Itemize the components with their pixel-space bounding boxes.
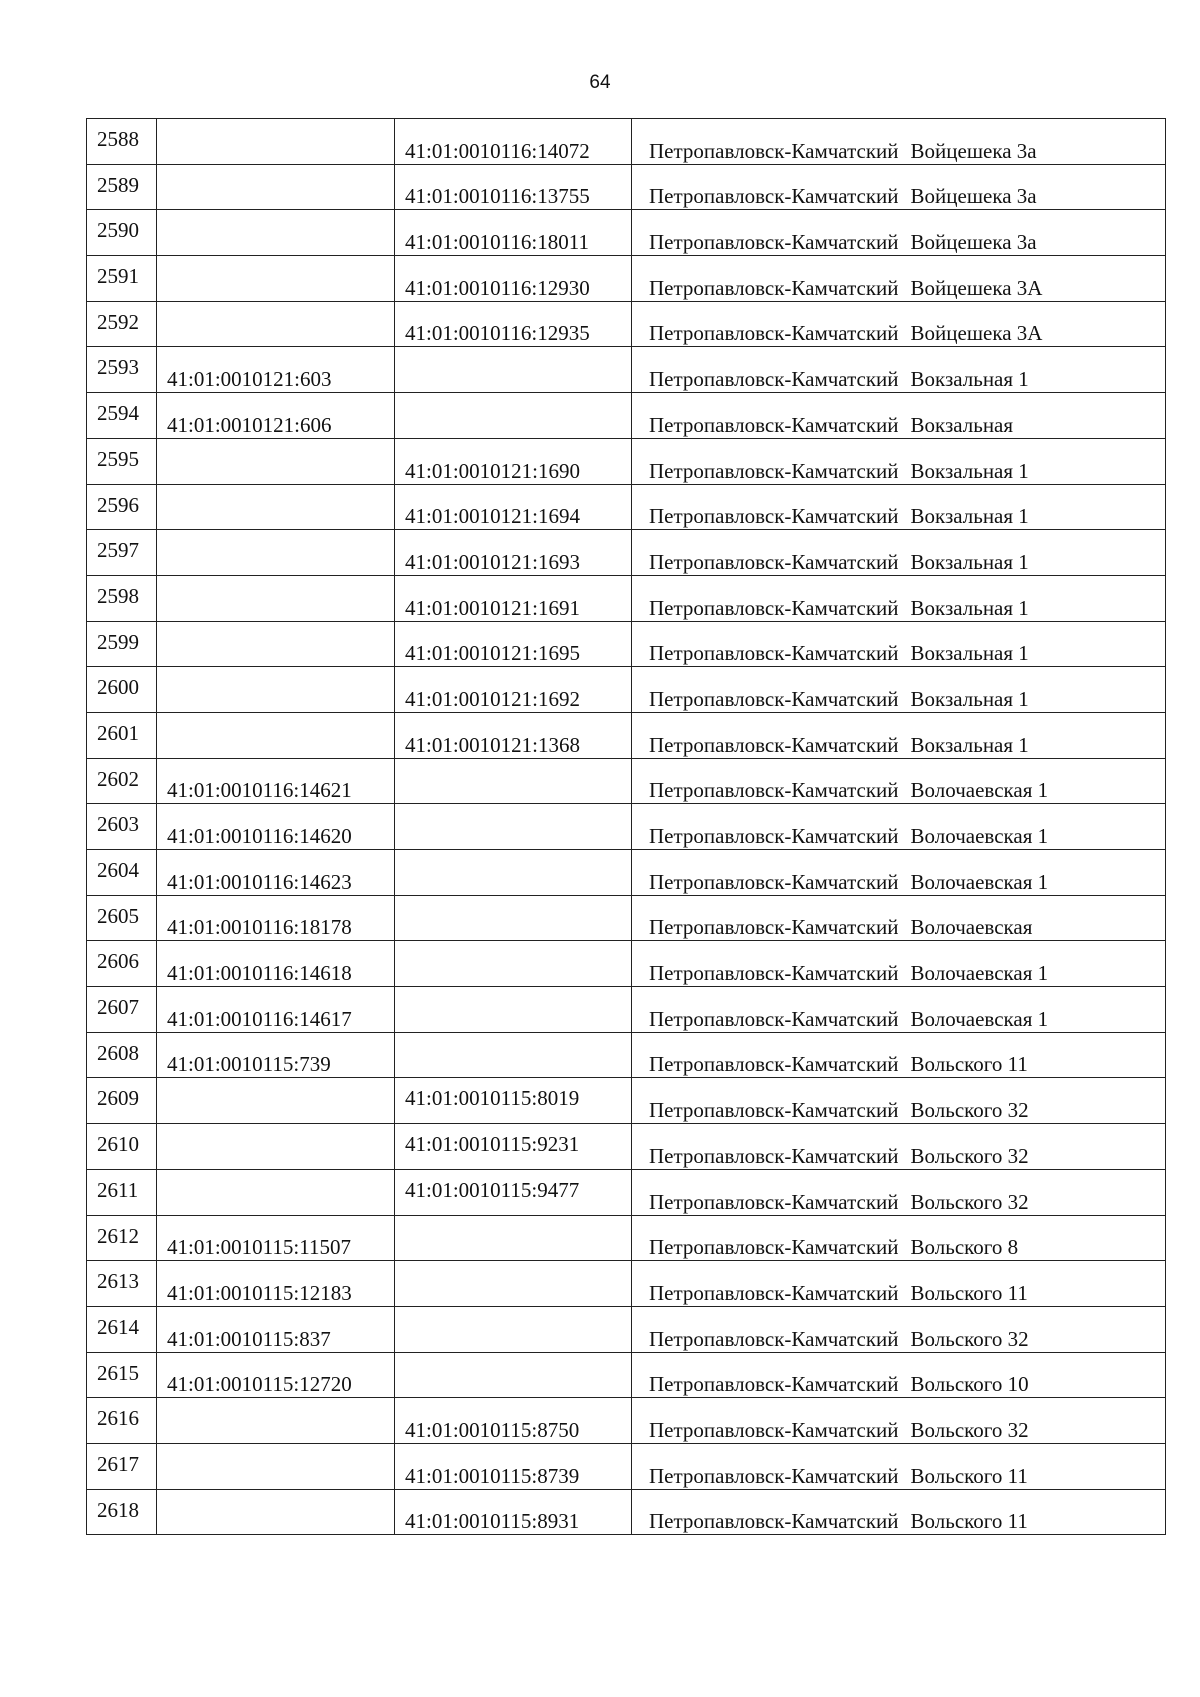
land-cadastral-number xyxy=(157,301,395,347)
address-street: Вольского 8 xyxy=(910,1235,1019,1260)
table-row xyxy=(87,667,1166,713)
address-city: Петропавловск-Камчатский xyxy=(649,778,899,803)
address-street: Волочаевская 1 xyxy=(910,961,1049,986)
address-city: Петропавловск-Камчатский xyxy=(649,458,899,483)
land-cadastral-number xyxy=(157,530,395,576)
land-cadastral-number: 41:01:0010115:739 xyxy=(157,1032,395,1078)
row-number: 2613 xyxy=(87,1261,157,1307)
address-street: Вокзальная 1 xyxy=(910,595,1029,620)
land-cadastral-number xyxy=(157,575,395,621)
land-cadastral-number: 41:01:0010115:12720 xyxy=(157,1352,395,1398)
address-street: Войцешека 3А xyxy=(910,275,1043,300)
table-row xyxy=(87,758,1166,804)
building-cadastral-number xyxy=(395,987,632,1033)
address-city: Петропавловск-Камчатский xyxy=(649,367,899,392)
row-number: 2594 xyxy=(87,393,157,439)
table-row xyxy=(87,164,1166,210)
row-number: 2602 xyxy=(87,758,157,804)
address-city: Петропавловск-Камчатский xyxy=(649,549,899,574)
building-cadastral-number: 41:01:0010115:8750 xyxy=(395,1398,632,1444)
row-number: 2598 xyxy=(87,575,157,621)
building-cadastral-number: 41:01:0010121:1368 xyxy=(395,712,632,758)
address-street: Вольского 11 xyxy=(910,1463,1028,1488)
building-cadastral-number xyxy=(395,1306,632,1352)
building-cadastral-number xyxy=(395,804,632,850)
land-cadastral-number xyxy=(157,256,395,302)
building-cadastral-number: 41:01:0010116:18011 xyxy=(395,210,632,256)
address xyxy=(632,1215,1166,1261)
table-row xyxy=(87,530,1166,576)
land-cadastral-number xyxy=(157,210,395,256)
address-city: Петропавловск-Камчатский xyxy=(649,230,899,255)
address xyxy=(632,987,1166,1033)
table-row xyxy=(87,393,1166,439)
address-street: Вокзальная 1 xyxy=(910,641,1029,666)
address-street: Волочаевская 1 xyxy=(910,869,1049,894)
building-cadastral-number xyxy=(395,850,632,896)
address xyxy=(632,621,1166,667)
address-street: Волочаевская 1 xyxy=(910,778,1049,803)
address-street: Вокзальная 1 xyxy=(910,504,1029,529)
address-city: Петропавловск-Камчатский xyxy=(649,686,899,711)
land-cadastral-number xyxy=(157,1398,395,1444)
table-row xyxy=(87,987,1166,1033)
building-cadastral-number: 41:01:0010115:8019 xyxy=(395,1078,632,1124)
address-street: Вокзальная xyxy=(910,412,1014,437)
address-city: Петропавловск-Камчатский xyxy=(649,275,899,300)
row-number: 2596 xyxy=(87,484,157,530)
table-row xyxy=(87,1443,1166,1489)
table-row xyxy=(87,804,1166,850)
table-row xyxy=(87,712,1166,758)
address-street: Вольского 11 xyxy=(910,1280,1028,1305)
building-cadastral-number: 41:01:0010121:1693 xyxy=(395,530,632,576)
address-street: Вокзальная 1 xyxy=(910,732,1029,757)
address-street: Волочаевская xyxy=(910,915,1033,940)
building-cadastral-number: 41:01:0010115:9231 xyxy=(395,1124,632,1170)
building-cadastral-number xyxy=(395,941,632,987)
building-cadastral-number: 41:01:0010116:14072 xyxy=(395,119,632,165)
building-cadastral-number: 41:01:0010121:1690 xyxy=(395,438,632,484)
address-city: Петропавловск-Камчатский xyxy=(649,1326,899,1351)
table-row xyxy=(87,621,1166,667)
address-city: Петропавловск-Камчатский xyxy=(649,1052,899,1077)
row-number: 2615 xyxy=(87,1352,157,1398)
address xyxy=(632,301,1166,347)
table-row xyxy=(87,301,1166,347)
land-cadastral-number: 41:01:0010121:606 xyxy=(157,393,395,439)
address-city: Петропавловск-Камчатский xyxy=(649,1235,899,1260)
row-number: 2603 xyxy=(87,804,157,850)
address-city: Петропавловск-Камчатский xyxy=(649,184,899,209)
address-city: Петропавловск-Камчатский xyxy=(649,321,899,346)
address-city: Петропавловск-Камчатский xyxy=(649,1280,899,1305)
address-street: Вольского 32 xyxy=(910,1143,1029,1168)
row-number: 2617 xyxy=(87,1443,157,1489)
address xyxy=(632,484,1166,530)
table-row xyxy=(87,1398,1166,1444)
building-cadastral-number xyxy=(395,758,632,804)
row-number: 2608 xyxy=(87,1032,157,1078)
table-row xyxy=(87,347,1166,393)
table-row xyxy=(87,1261,1166,1307)
address xyxy=(632,941,1166,987)
land-cadastral-number xyxy=(157,484,395,530)
address-city: Петропавловск-Камчатский xyxy=(649,1372,899,1397)
table-row xyxy=(87,1352,1166,1398)
address-street: Вольского 32 xyxy=(910,1326,1029,1351)
address xyxy=(632,1398,1166,1444)
building-cadastral-number xyxy=(395,1261,632,1307)
land-cadastral-number: 41:01:0010116:14621 xyxy=(157,758,395,804)
address xyxy=(632,1032,1166,1078)
row-number: 2604 xyxy=(87,850,157,896)
table-row xyxy=(87,484,1166,530)
table-row xyxy=(87,438,1166,484)
address xyxy=(632,1306,1166,1352)
land-cadastral-number xyxy=(157,1124,395,1170)
row-number: 2618 xyxy=(87,1489,157,1535)
table-row xyxy=(87,1169,1166,1215)
address-street: Вольского 32 xyxy=(910,1417,1029,1442)
row-number: 2588 xyxy=(87,119,157,165)
address-city: Петропавловск-Камчатский xyxy=(649,504,899,529)
address xyxy=(632,850,1166,896)
land-cadastral-number xyxy=(157,1443,395,1489)
address-city: Петропавловск-Камчатский xyxy=(649,1189,899,1214)
address xyxy=(632,164,1166,210)
address xyxy=(632,1169,1166,1215)
row-number: 2601 xyxy=(87,712,157,758)
row-number: 2595 xyxy=(87,438,157,484)
building-cadastral-number: 41:01:0010116:12930 xyxy=(395,256,632,302)
building-cadastral-number: 41:01:0010116:12935 xyxy=(395,301,632,347)
address-street: Вокзальная 1 xyxy=(910,549,1029,574)
address-city: Петропавловск-Камчатский xyxy=(649,1098,899,1123)
address-street: Волочаевская 1 xyxy=(910,1006,1049,1031)
address xyxy=(632,256,1166,302)
address xyxy=(632,895,1166,941)
address-street: Войцешека 3а xyxy=(910,138,1037,163)
address-street: Вольского 32 xyxy=(910,1189,1029,1214)
address xyxy=(632,438,1166,484)
row-number: 2610 xyxy=(87,1124,157,1170)
address-street: Войцешека 3а xyxy=(910,230,1037,255)
address xyxy=(632,1489,1166,1535)
row-number: 2609 xyxy=(87,1078,157,1124)
row-number: 2589 xyxy=(87,164,157,210)
table-row xyxy=(87,1215,1166,1261)
land-cadastral-number xyxy=(157,667,395,713)
page-number: 64 xyxy=(589,72,611,93)
address xyxy=(632,575,1166,621)
land-cadastral-number: 41:01:0010115:12183 xyxy=(157,1261,395,1307)
address-city: Петропавловск-Камчатский xyxy=(649,1417,899,1442)
building-cadastral-number: 41:01:0010115:9477 xyxy=(395,1169,632,1215)
address xyxy=(632,119,1166,165)
address xyxy=(632,804,1166,850)
building-cadastral-number: 41:01:0010121:1695 xyxy=(395,621,632,667)
address-street: Войцешека 3а xyxy=(910,184,1037,209)
address-city: Петропавловск-Камчатский xyxy=(649,732,899,757)
registry-table-body xyxy=(87,119,1166,1535)
building-cadastral-number: 41:01:0010121:1691 xyxy=(395,575,632,621)
address-city: Петропавловск-Камчатский xyxy=(649,1143,899,1168)
row-number: 2592 xyxy=(87,301,157,347)
address xyxy=(632,758,1166,804)
table-row xyxy=(87,210,1166,256)
address-street: Вольского 10 xyxy=(910,1372,1029,1397)
land-cadastral-number: 41:01:0010115:837 xyxy=(157,1306,395,1352)
table-row xyxy=(87,941,1166,987)
address-city: Петропавловск-Камчатский xyxy=(649,138,899,163)
table-row xyxy=(87,1124,1166,1170)
land-cadastral-number: 41:01:0010115:11507 xyxy=(157,1215,395,1261)
address-city: Петропавловск-Камчатский xyxy=(649,1509,899,1534)
address xyxy=(632,1443,1166,1489)
land-cadastral-number: 41:01:0010116:14620 xyxy=(157,804,395,850)
address xyxy=(632,393,1166,439)
address-street: Волочаевская 1 xyxy=(910,824,1049,848)
address-street: Вокзальная 1 xyxy=(910,367,1029,392)
building-cadastral-number: 41:01:0010115:8739 xyxy=(395,1443,632,1489)
building-cadastral-number xyxy=(395,393,632,439)
table-row xyxy=(87,256,1166,302)
land-cadastral-number: 41:01:0010116:14623 xyxy=(157,850,395,896)
address-city: Петропавловск-Камчатский xyxy=(649,595,899,620)
row-number: 2591 xyxy=(87,256,157,302)
table-row xyxy=(87,119,1166,165)
row-number: 2614 xyxy=(87,1306,157,1352)
land-cadastral-number: 41:01:0010121:603 xyxy=(157,347,395,393)
building-cadastral-number: 41:01:0010121:1692 xyxy=(395,667,632,713)
table-row xyxy=(87,895,1166,941)
building-cadastral-number xyxy=(395,895,632,941)
building-cadastral-number: 41:01:0010121:1694 xyxy=(395,484,632,530)
land-cadastral-number xyxy=(157,119,395,165)
address-city: Петропавловск-Камчатский xyxy=(649,412,899,437)
building-cadastral-number xyxy=(395,1215,632,1261)
address xyxy=(632,210,1166,256)
land-cadastral-number: 41:01:0010116:14617 xyxy=(157,987,395,1033)
table-row xyxy=(87,575,1166,621)
address xyxy=(632,1261,1166,1307)
address xyxy=(632,347,1166,393)
table-row xyxy=(87,1489,1166,1535)
land-cadastral-number xyxy=(157,1489,395,1535)
address-city: Петропавловск-Камчатский xyxy=(649,915,899,940)
row-number: 2593 xyxy=(87,347,157,393)
address xyxy=(632,667,1166,713)
row-number: 2590 xyxy=(87,210,157,256)
address xyxy=(632,1124,1166,1170)
row-number: 2600 xyxy=(87,667,157,713)
address-street: Вольского 11 xyxy=(910,1509,1028,1534)
land-cadastral-number xyxy=(157,438,395,484)
registry-table xyxy=(86,118,1166,1535)
row-number: 2605 xyxy=(87,895,157,941)
building-cadastral-number xyxy=(395,1032,632,1078)
land-cadastral-number: 41:01:0010116:18178 xyxy=(157,895,395,941)
land-cadastral-number: 41:01:0010116:14618 xyxy=(157,941,395,987)
row-number: 2611 xyxy=(87,1169,157,1215)
address-city: Петропавловск-Камчатский xyxy=(649,824,899,848)
address-city: Петропавловск-Камчатский xyxy=(649,1006,899,1031)
building-cadastral-number xyxy=(395,1352,632,1398)
land-cadastral-number xyxy=(157,712,395,758)
address-city: Петропавловск-Камчатский xyxy=(649,1463,899,1488)
table-row xyxy=(87,1032,1166,1078)
address-street: Войцешека 3А xyxy=(910,321,1043,346)
address-city: Петропавловск-Камчатский xyxy=(649,961,899,986)
row-number: 2612 xyxy=(87,1215,157,1261)
address-street: Вольского 32 xyxy=(910,1098,1029,1123)
row-number: 2606 xyxy=(87,941,157,987)
address-city: Петропавловск-Камчатский xyxy=(649,869,899,894)
address xyxy=(632,530,1166,576)
row-number: 2616 xyxy=(87,1398,157,1444)
building-cadastral-number: 41:01:0010115:8931 xyxy=(395,1489,632,1535)
row-number: 2607 xyxy=(87,987,157,1033)
land-cadastral-number xyxy=(157,164,395,210)
address xyxy=(632,1078,1166,1124)
land-cadastral-number xyxy=(157,1169,395,1215)
address xyxy=(632,712,1166,758)
land-cadastral-number xyxy=(157,621,395,667)
land-cadastral-number xyxy=(157,1078,395,1124)
table-row xyxy=(87,1078,1166,1124)
row-number: 2597 xyxy=(87,530,157,576)
table-row xyxy=(87,850,1166,896)
address-city: Петропавловск-Камчатский xyxy=(649,641,899,666)
address-street: Вокзальная 1 xyxy=(910,458,1029,483)
address-street: Вольского 11 xyxy=(910,1052,1028,1077)
row-number: 2599 xyxy=(87,621,157,667)
address-street: Вокзальная 1 xyxy=(910,686,1029,711)
building-cadastral-number: 41:01:0010116:13755 xyxy=(395,164,632,210)
table-row xyxy=(87,1306,1166,1352)
building-cadastral-number xyxy=(395,347,632,393)
address xyxy=(632,1352,1166,1398)
